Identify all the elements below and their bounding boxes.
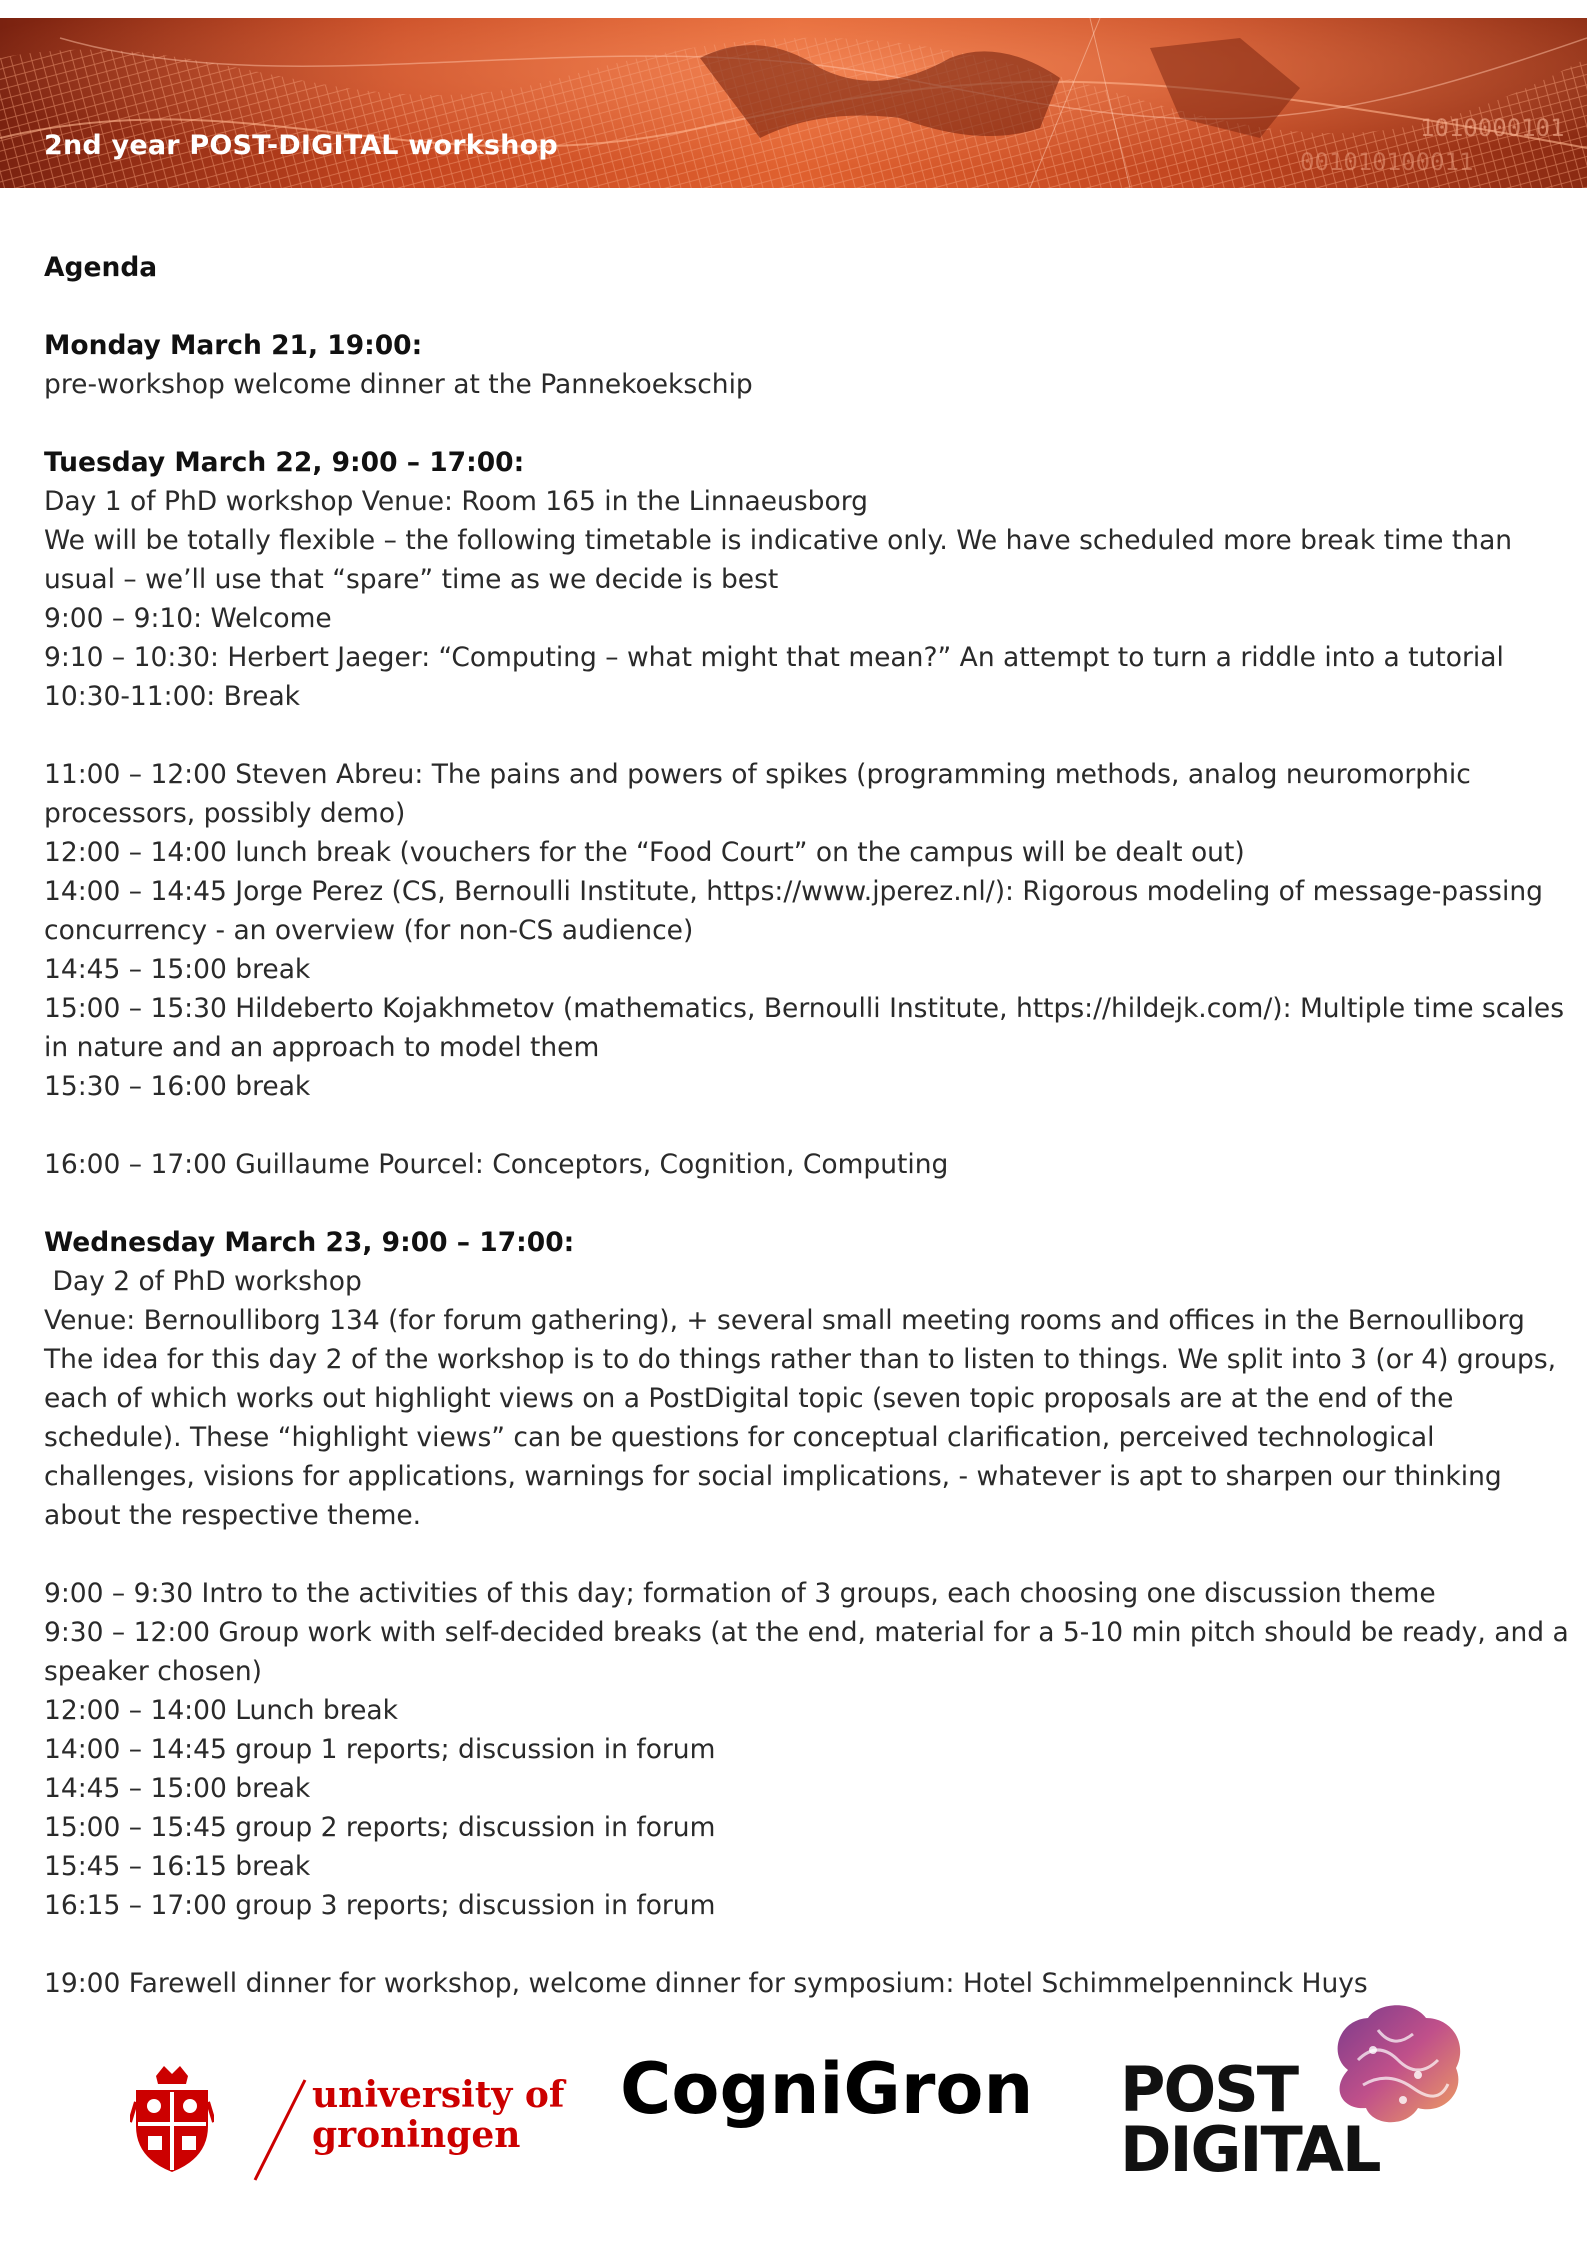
day-heading: Monday March 21, 19:00: (44, 330, 423, 361)
agenda-line: 11:00 – 12:00 Steven Abreu: The pains and powers of spikes (programming methods, analog neuromorphic processors, possibly demo) (44, 759, 1480, 829)
binary-text-1: 1010000101 (1420, 114, 1565, 142)
banner-title: 2nd year POST-DIGITAL workshop (44, 130, 558, 161)
ug-crest-icon (130, 2062, 214, 2174)
agenda-line: 16:15 – 17:00 group 3 reports; discussion in forum (44, 1890, 716, 1921)
day-heading: Wednesday March 23, 9:00 – 17:00: (44, 1227, 575, 1258)
agenda-line: 15:30 – 16:00 break (44, 1071, 311, 1102)
agenda-line: 19:00 Farewell dinner for workshop, welcome dinner for symposium: Hotel Schimmelpenninck Huys (44, 1968, 1368, 1999)
ug-wordmark (312, 2075, 564, 2155)
spacer (44, 1925, 1584, 1964)
agenda-line: 10:30-11:00: Break (44, 681, 301, 712)
ug-line-2: groningen (312, 2114, 521, 2156)
agenda-blocks (44, 326, 1584, 2003)
agenda-line: Venue: Bernoulliborg 134 (for forum gathering), + several small meeting rooms and offices in the Bernoulliborg (44, 1305, 1525, 1336)
spacer (44, 404, 1584, 443)
agenda-line: The idea for this day 2 of the workshop is to do things rather than to listen to things. We split into 3 (or 4) groups, each of which works out highlight views on a PostDigital topic (seven topic proposals are at the end of the schedule). These “highlight views” can be questions for conceptual clarification, perceived technological challenges, visions for applications, warnings for social implications, - whatever is apt to sharpen our thinking about the respective theme. (44, 1344, 1565, 1531)
spacer (44, 1535, 1584, 1574)
agenda-line: 16:00 – 17:00 Guillaume Pourcel: Conceptors, Cognition, Computing (44, 1149, 949, 1180)
agenda-line: We will be totally flexible – the following timetable is indicative only. We have scheduled more break time than usual – we’ll use that “spare” time as we decide is best (44, 525, 1521, 595)
banner-decoration (0, 18, 1587, 188)
agenda-line: Day 1 of PhD workshop Venue: Room 165 in the Linnaeusborg (44, 486, 868, 517)
agenda-line: pre-workshop welcome dinner at the Pannekoekschip (44, 369, 753, 400)
pd-line-1: POST (1120, 2053, 1298, 2126)
agenda-line: 14:00 – 14:45 group 1 reports; discussion in forum (44, 1734, 716, 1765)
agenda-line: 15:00 – 15:30 Hildeberto Kojakhmetov (mathematics, Bernoulli Institute, https://hildejk.com/): Multiple time scales in nature and an approach to model them (44, 993, 1573, 1063)
postdigital-wordmark (1120, 2053, 1380, 2186)
agenda-line: 14:45 – 15:00 break (44, 1773, 311, 1804)
agenda-line: 12:00 – 14:00 lunch break (vouchers for the “Food Court” on the campus will be dealt out) (44, 837, 1245, 868)
footer-logos (0, 2000, 1587, 2200)
agenda-line: 15:45 – 16:15 break (44, 1851, 311, 1882)
spacer (44, 716, 1584, 755)
agenda-heading: Agenda (44, 252, 158, 283)
day-heading: Tuesday March 22, 9:00 – 17:00: (44, 447, 525, 478)
ug-line-1: university of (312, 2074, 565, 2116)
agenda-line: 14:45 – 15:00 break (44, 954, 311, 985)
spacer (44, 1184, 1584, 1223)
cognigron-logo: CogniGron (620, 2048, 1034, 2130)
spacer (44, 287, 1584, 326)
agenda-line: 9:00 – 9:30 Intro to the activities of this day; formation of 3 groups, each choosing one discussion theme (44, 1578, 1436, 1609)
agenda-line: Day 2 of PhD workshop (44, 1266, 362, 1297)
spacer (44, 1106, 1584, 1145)
header-banner (0, 18, 1587, 188)
binary-text-2: 001010100011 (1300, 148, 1474, 176)
pd-line-2: DIGITAL (1120, 2113, 1380, 2186)
agenda-content (44, 248, 1584, 2003)
ug-divider-icon (250, 2075, 310, 2185)
agenda-line: 12:00 – 14:00 Lunch break (44, 1695, 398, 1726)
agenda-line: 15:00 – 15:45 group 2 reports; discussion in forum (44, 1812, 716, 1843)
agenda-line: 9:00 – 9:10: Welcome (44, 603, 332, 634)
agenda-line: 9:30 – 12:00 Group work with self-decided breaks (at the end, material for a 5-10 min pitch should be ready, and a speaker chosen) (44, 1617, 1578, 1687)
agenda-line: 14:00 – 14:45 Jorge Perez (CS, Bernoulli Institute, https://www.jperez.nl/): Rigorous modeling of message-passing concurrency - an overview (for non-CS audience) (44, 876, 1552, 946)
agenda-line: 9:10 – 10:30: Herbert Jaeger: “Computing – what might that mean?” An attempt to turn a riddle into a tutorial (44, 642, 1504, 673)
